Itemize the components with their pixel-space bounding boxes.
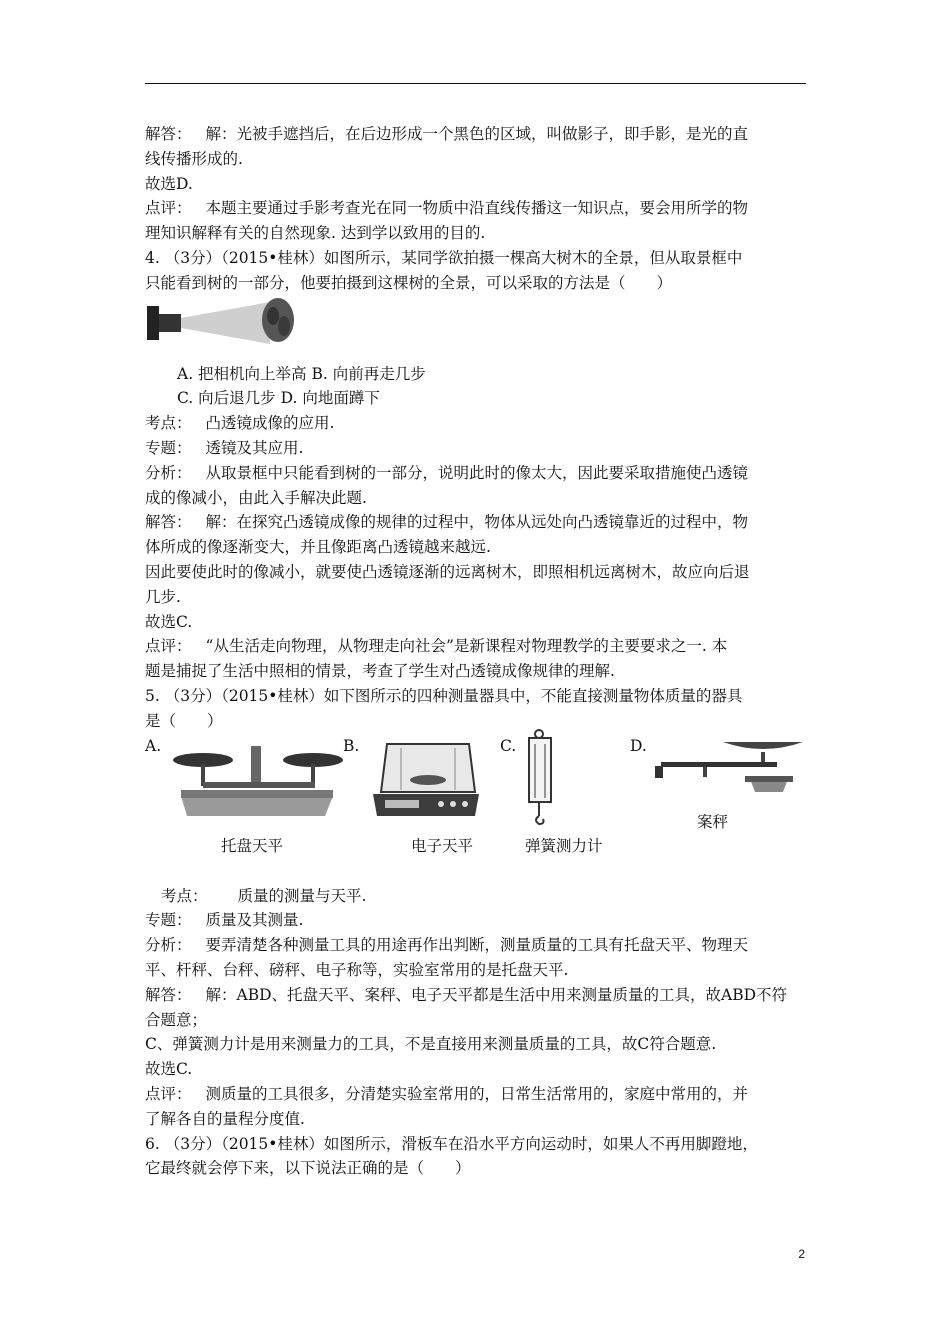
- tray-balance-image: [173, 744, 343, 824]
- q5-choice: 故选C.: [145, 1060, 193, 1079]
- q4-answer-line-4: 几步.: [145, 587, 181, 606]
- q3-comment-line-2: 理知识解释有关的自然现象. 达到学以致用的目的.: [145, 224, 486, 243]
- view-cone: [181, 302, 270, 344]
- camera-body: [147, 306, 159, 340]
- caption-platform-scale: 案秤: [697, 812, 729, 831]
- q4-answer-line-3: 因此要使此时的像减小，就要使凸透镜逐渐的远离树木，即照相机远离树木，故应向后退: [145, 562, 750, 581]
- q3-choice: 故选D.: [145, 174, 193, 193]
- option-letter-d: D.: [630, 736, 647, 755]
- camera-tree-illustration: [145, 296, 305, 362]
- q5-zhuanti: 专题： 质量及其测量.: [145, 911, 304, 930]
- q5-instruments-figure: [145, 734, 806, 884]
- q4-camera-tree-figure: [145, 296, 806, 362]
- q5-fenxi-line-2: 平、杆秤、台秤、磅秤、电子称等，实验室常用的是托盘天平.: [145, 960, 569, 979]
- q5-stem-line-1: 5. （3分）（2015•桂林）如下图所示的四种测量器具中，不能直接测量物体质量的器具: [145, 686, 743, 705]
- q5-comment-line-1: 点评： 测质量的工具很多，分清楚实验室常用的，日常生活常用的，家庭中常用的，并: [145, 1084, 749, 1103]
- header-rule: [145, 83, 806, 84]
- q4-stem-line-2: 只能看到树的一部分，他要拍摄到这棵树的全景，可以采取的方法是（ ）: [145, 273, 673, 292]
- caption-electronic-balance: 电子天平: [411, 836, 474, 855]
- q4-answer-line-2: 体所成的像逐渐变大，并且像距离凸透镜越来越远.: [145, 538, 491, 557]
- caption-tray-balance: 托盘天平: [221, 836, 284, 855]
- q4-zhuanti: 专题： 透镜及其应用.: [145, 438, 304, 457]
- q5-kaodian: 考点： 质量的测量与天平.: [161, 886, 367, 905]
- q5-answer-line-1: 解答： 解：ABD、托盘天平、案秤、电子天平都是生活中用来测量质量的工具，故ABD不符: [145, 985, 788, 1004]
- page-number: 2: [798, 1247, 805, 1261]
- camera-lens: [159, 314, 181, 332]
- electronic-balance-image: [371, 738, 481, 820]
- q4-stem-line-1: 4. （3分）（2015•桂林）如图所示，某同学欲拍摄一棵高大树木的全景，但从取景框中: [145, 248, 743, 267]
- q4-comment-line-1: 点评： “从生活走向物理，从物理走向社会”是新课程对物理教学的主要要求之一. 本: [145, 637, 728, 656]
- q5-answer-line-2: 合题意；: [145, 1010, 208, 1029]
- q5-comment-line-2: 了解各自的量程分度值.: [145, 1109, 305, 1128]
- q4-fenxi-line-2: 成的像减小，由此入手解决此题.: [145, 488, 367, 507]
- q3-answer-line-2: 线传播形成的.: [145, 149, 243, 168]
- option-letter-a: A.: [145, 736, 162, 755]
- q4-answer-line-1: 解答： 解：在探究凸透镜成像的规律的过程中，物体从远处向凸透镜靠近的过程中，物: [145, 513, 749, 532]
- q4-fenxi-line-1: 分析： 从取景框中只能看到树的一部分，说明此时的像太大，因此要采取措施使凸透镜: [145, 463, 749, 482]
- q5-stem-line-2: 是（ ）: [145, 711, 223, 730]
- q3-answer-line-1: 解答： 解：光被手遮挡后，在后边形成一个黑色的区域，叫做影子，即手影，是光的直: [145, 125, 749, 143]
- option-letter-c: C.: [500, 736, 517, 755]
- q6-stem-line-1: 6. （3分）（2015•桂林）如图所示，滑板车在沿水平方向运动时，如果人不再用脚蹬地，: [145, 1134, 758, 1153]
- platform-scale-image: [653, 736, 805, 800]
- q4-kaodian: 考点： 凸透镜成像的应用.: [145, 414, 335, 433]
- q6-stem-line-2: 它最终就会停下来，以下说法正确的是（ ）: [145, 1159, 471, 1178]
- q4-options-line-1: A. 把相机向上举高 B. 向前再走几步: [177, 364, 426, 383]
- option-letter-b: B.: [343, 736, 360, 755]
- q5-fenxi-line-1: 分析： 要弄清楚各种测量工具的用途再作出判断，测量质量的工具有托盘天平、物理天: [145, 936, 749, 955]
- q4-comment-line-2: 题是捕捉了生活中照相的情景，考查了学生对凸透镜成像规律的理解.: [145, 662, 615, 681]
- caption-spring-scale: 弹簧测力计: [525, 836, 603, 855]
- q3-comment-line-1: 点评： 本题主要通过手影考查光在同一物质中沿直线传播这一知识点，要会用所学的物: [145, 199, 749, 218]
- spring-scale-image: [519, 728, 559, 828]
- q4-options-line-2: C. 向后退几步 D. 向地面蹲下: [177, 389, 380, 408]
- q4-choice: 故选C.: [145, 612, 193, 631]
- document-body: [145, 122, 806, 1181]
- q5-answer-line-3: C、弹簧测力计是用来测量力的工具，不是直接用来测量质量的工具，故C符合题意.: [145, 1035, 717, 1054]
